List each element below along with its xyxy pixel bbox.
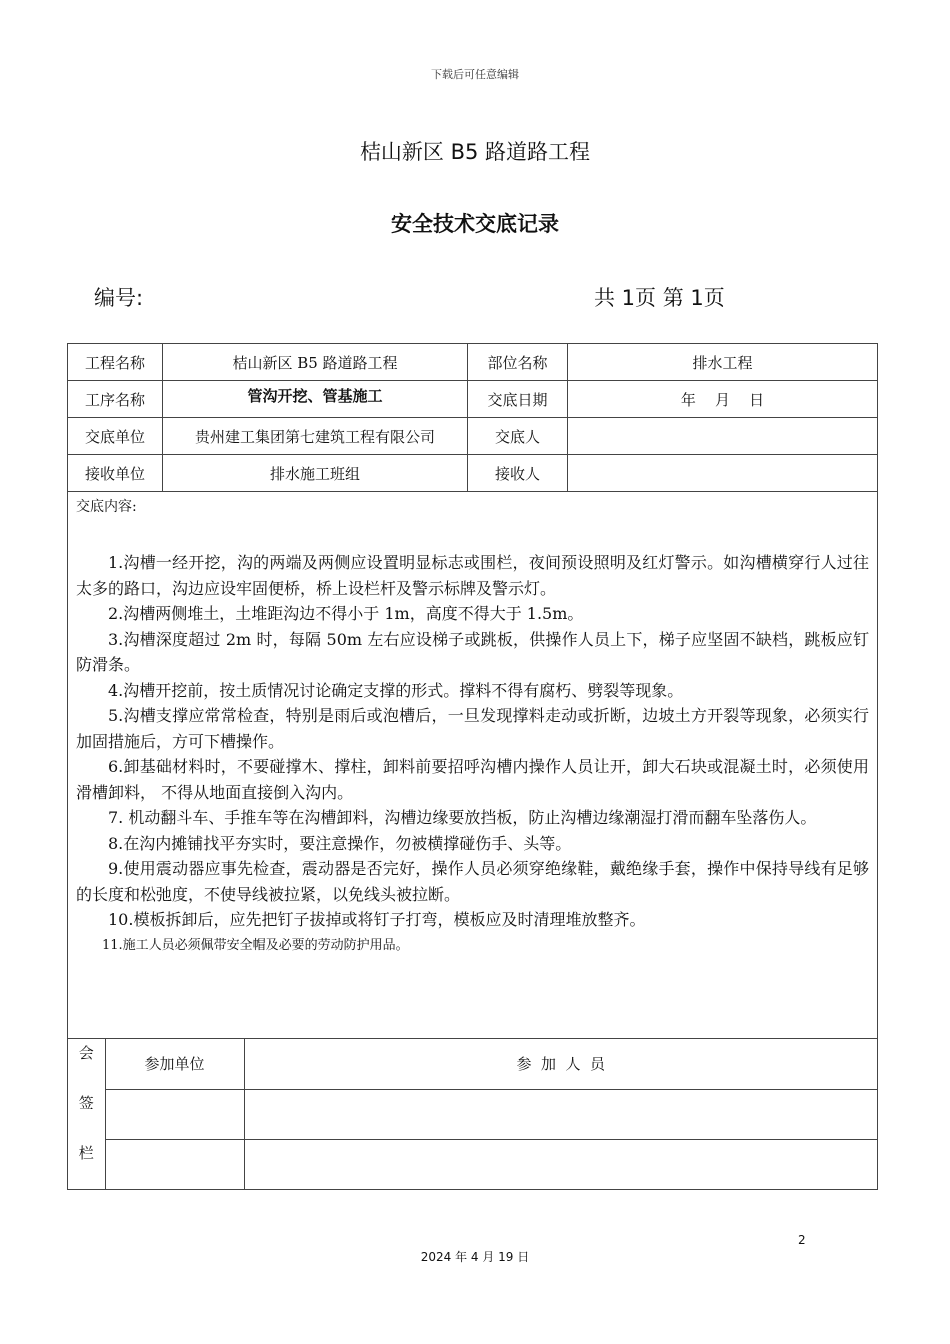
unit-label: 交底单位 [68, 418, 163, 455]
receiver-value [568, 455, 878, 492]
content-item: 1.沟槽一经开挖，沟的两端及两侧应设置明显标志或围栏，夜间预设照明及红灯警示。如沟槽横穿行人过往太多的路口，沟边应设牢固便桥，桥上设栏杆及警示标牌及警示灯。 [76, 553, 869, 598]
person-value [568, 418, 878, 455]
sign-people-cell[interactable] [244, 1139, 877, 1189]
part-label: 部位名称 [468, 344, 568, 381]
content-items [76, 550, 869, 958]
sign-table [68, 1039, 877, 1189]
sign-unit-cell[interactable] [105, 1139, 244, 1189]
receive-unit-value: 排水施工班组 [163, 455, 468, 492]
part-value: 排水工程 [568, 344, 878, 381]
content-item-last: 11.施工人员必须佩带安全帽及必要的劳动防护用品。 [102, 937, 409, 953]
sign-side-char: 会 [78, 1044, 94, 1062]
project-name-value: 桔山新区 B5 路道路工程 [163, 344, 468, 381]
record-form [67, 343, 878, 1190]
content-item: 7. 机动翻斗车、手推车等在沟槽卸料，沟槽边缘要放挡板，防止沟槽边缘潮湿打滑而翻车坠落伤人。 [108, 808, 817, 827]
footer-date: 2024 年 4 月 19 日 [420, 1250, 530, 1264]
content-item: 9.使用震动器应事先检查，震动器是否完好，操作人员必须穿绝缘鞋，戴绝缘手套，操作中保持导线有足够的长度和松弛度，不使导线被拉紧，以免线头被拉断。 [76, 859, 869, 904]
project-name-label: 工程名称 [68, 344, 163, 381]
person-label: 交底人 [468, 418, 568, 455]
header-note: 下载后可任意编辑 [431, 68, 519, 81]
unit-value: 贵州建工集团第七建筑工程有限公司 [163, 418, 468, 455]
sign-people-header: 参 加 人 员 [244, 1039, 877, 1089]
receiver-label: 接收人 [468, 455, 568, 492]
page-count-label: 共 1页 第 1页 [594, 286, 725, 310]
serial-number-label: 编号: [94, 286, 144, 310]
sign-side-char: 签 [78, 1094, 94, 1112]
date-label: 交底日期 [468, 381, 568, 418]
date-value: 年 月 日 [568, 381, 878, 418]
document-title: 安全技术交底记录 [391, 212, 559, 236]
content-item: 5.沟槽支撑应常常检查，特别是雨后或泡槽后，一旦发现撑料走动或折断，边坡土方开裂等现象，必须实行加固措施后，方可下槽操作。 [76, 706, 869, 751]
content-item: 8.在沟内摊铺找平夯实时，要注意操作，勿被横撑碰伤手、头等。 [108, 833, 572, 853]
sign-side-label [68, 1039, 105, 1189]
content-item: 6.卸基础材料时，不要碰撑木、撑柱，卸料前要招呼沟槽内操作人员让开，卸大石块或混凝土时，必须使用滑槽卸料， 不得从地面直接倒入沟内。 [76, 757, 869, 802]
content-item: 10.模板拆卸后，应先把钉子拔掉或将钉子打弯，模板应及时清理堆放整齐。 [108, 910, 646, 929]
sign-side-char: 栏 [78, 1144, 94, 1162]
content-label: 交底内容: [76, 499, 137, 515]
sign-unit-header: 参加单位 [105, 1039, 244, 1089]
sign-section [68, 1039, 878, 1190]
project-title: 桔山新区 B5 路道路工程 [359, 140, 591, 164]
page-number: 2 [798, 1233, 806, 1247]
receive-unit-label: 接收单位 [68, 455, 163, 492]
process-label: 工序名称 [68, 381, 163, 418]
sign-unit-cell[interactable] [105, 1089, 244, 1139]
sign-people-cell[interactable] [244, 1089, 877, 1139]
content-item: 3.沟槽深度超过 2m 时，每隔 50m 左右应设梯子或跳板，供操作人员上下，梯子应坚固不缺档，跳板应钉防滑条。 [76, 629, 869, 674]
content-cell [68, 492, 878, 1039]
process-value: 管沟开挖、管基施工 [163, 381, 468, 418]
content-item: 4.沟槽开挖前，按土质情况讨论确定支撑的形式。撑料不得有腐朽、劈裂等现象。 [108, 680, 684, 700]
content-item: 2.沟槽两侧堆土，土堆距沟边不得小于 1m，高度不得大于 1.5m。 [108, 604, 584, 623]
